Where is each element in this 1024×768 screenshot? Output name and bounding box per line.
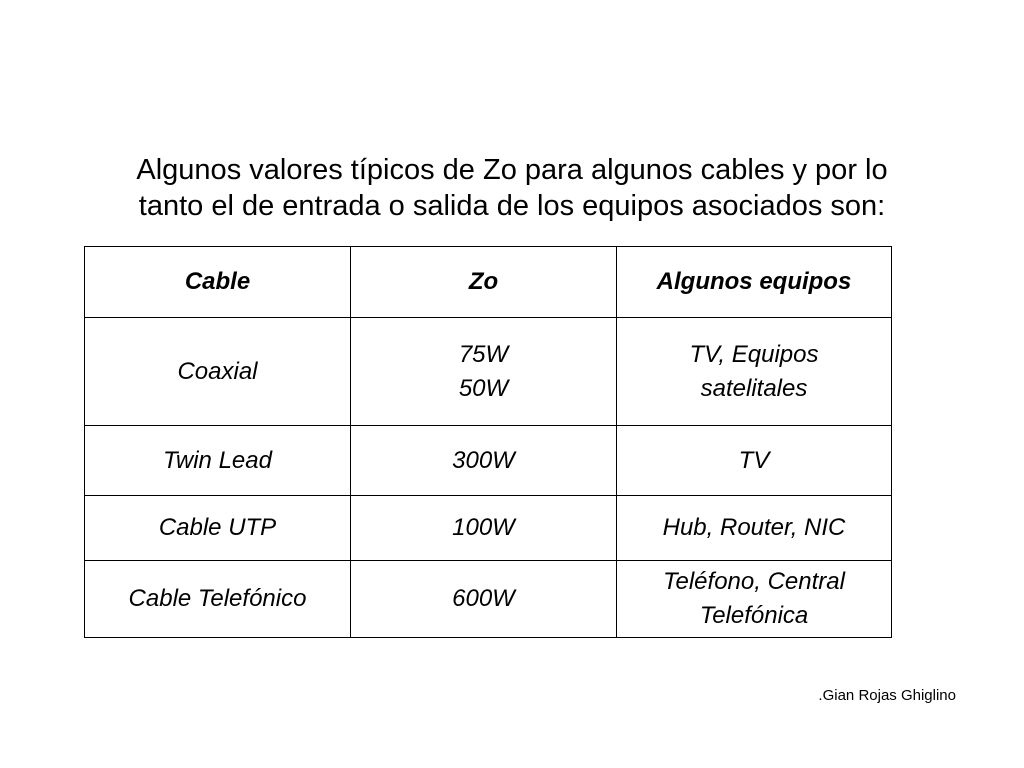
cell-zo-line: 75W xyxy=(458,340,509,368)
cell-zo: 100W xyxy=(351,496,617,561)
cell-zo xyxy=(351,318,617,426)
author-signature: .Gian Rojas Ghiglino xyxy=(818,687,956,704)
cell-equipos-line: Telefónica xyxy=(699,602,809,629)
table-header-row xyxy=(85,247,892,318)
header-zo: Zo xyxy=(351,247,617,318)
cell-equipos: Hub, Router, NIC xyxy=(617,496,892,561)
table-row xyxy=(85,496,892,561)
slide-heading xyxy=(40,152,984,224)
cell-cable: Coaxial xyxy=(85,318,351,426)
cell-cable: Cable Telefónico xyxy=(85,561,351,638)
cell-equipos-line: Teléfono, Central xyxy=(663,568,845,595)
cell-equipos xyxy=(617,561,892,638)
heading-line-1: Algunos valores típicos de Zo para algunos cables y por lo xyxy=(136,154,888,186)
header-cable: Cable xyxy=(85,247,351,318)
cell-equipos xyxy=(617,318,892,426)
table-row xyxy=(85,318,892,426)
cell-equipos: TV xyxy=(617,426,892,496)
cell-zo: 300W xyxy=(351,426,617,496)
table-row xyxy=(85,561,892,638)
cell-equipos-line: satelitales xyxy=(700,374,808,402)
impedance-table xyxy=(84,246,892,638)
cell-cable: Twin Lead xyxy=(85,426,351,496)
table-row xyxy=(85,426,892,496)
header-equipos: Algunos equipos xyxy=(617,247,892,318)
cell-zo: 600W xyxy=(351,561,617,638)
cell-equipos-line: TV, Equipos xyxy=(689,340,819,368)
heading-line-2: tanto el de entrada o salida de los equipos asociados son: xyxy=(138,190,886,222)
cell-cable: Cable UTP xyxy=(85,496,351,561)
cell-zo-line: 50W xyxy=(458,374,509,402)
